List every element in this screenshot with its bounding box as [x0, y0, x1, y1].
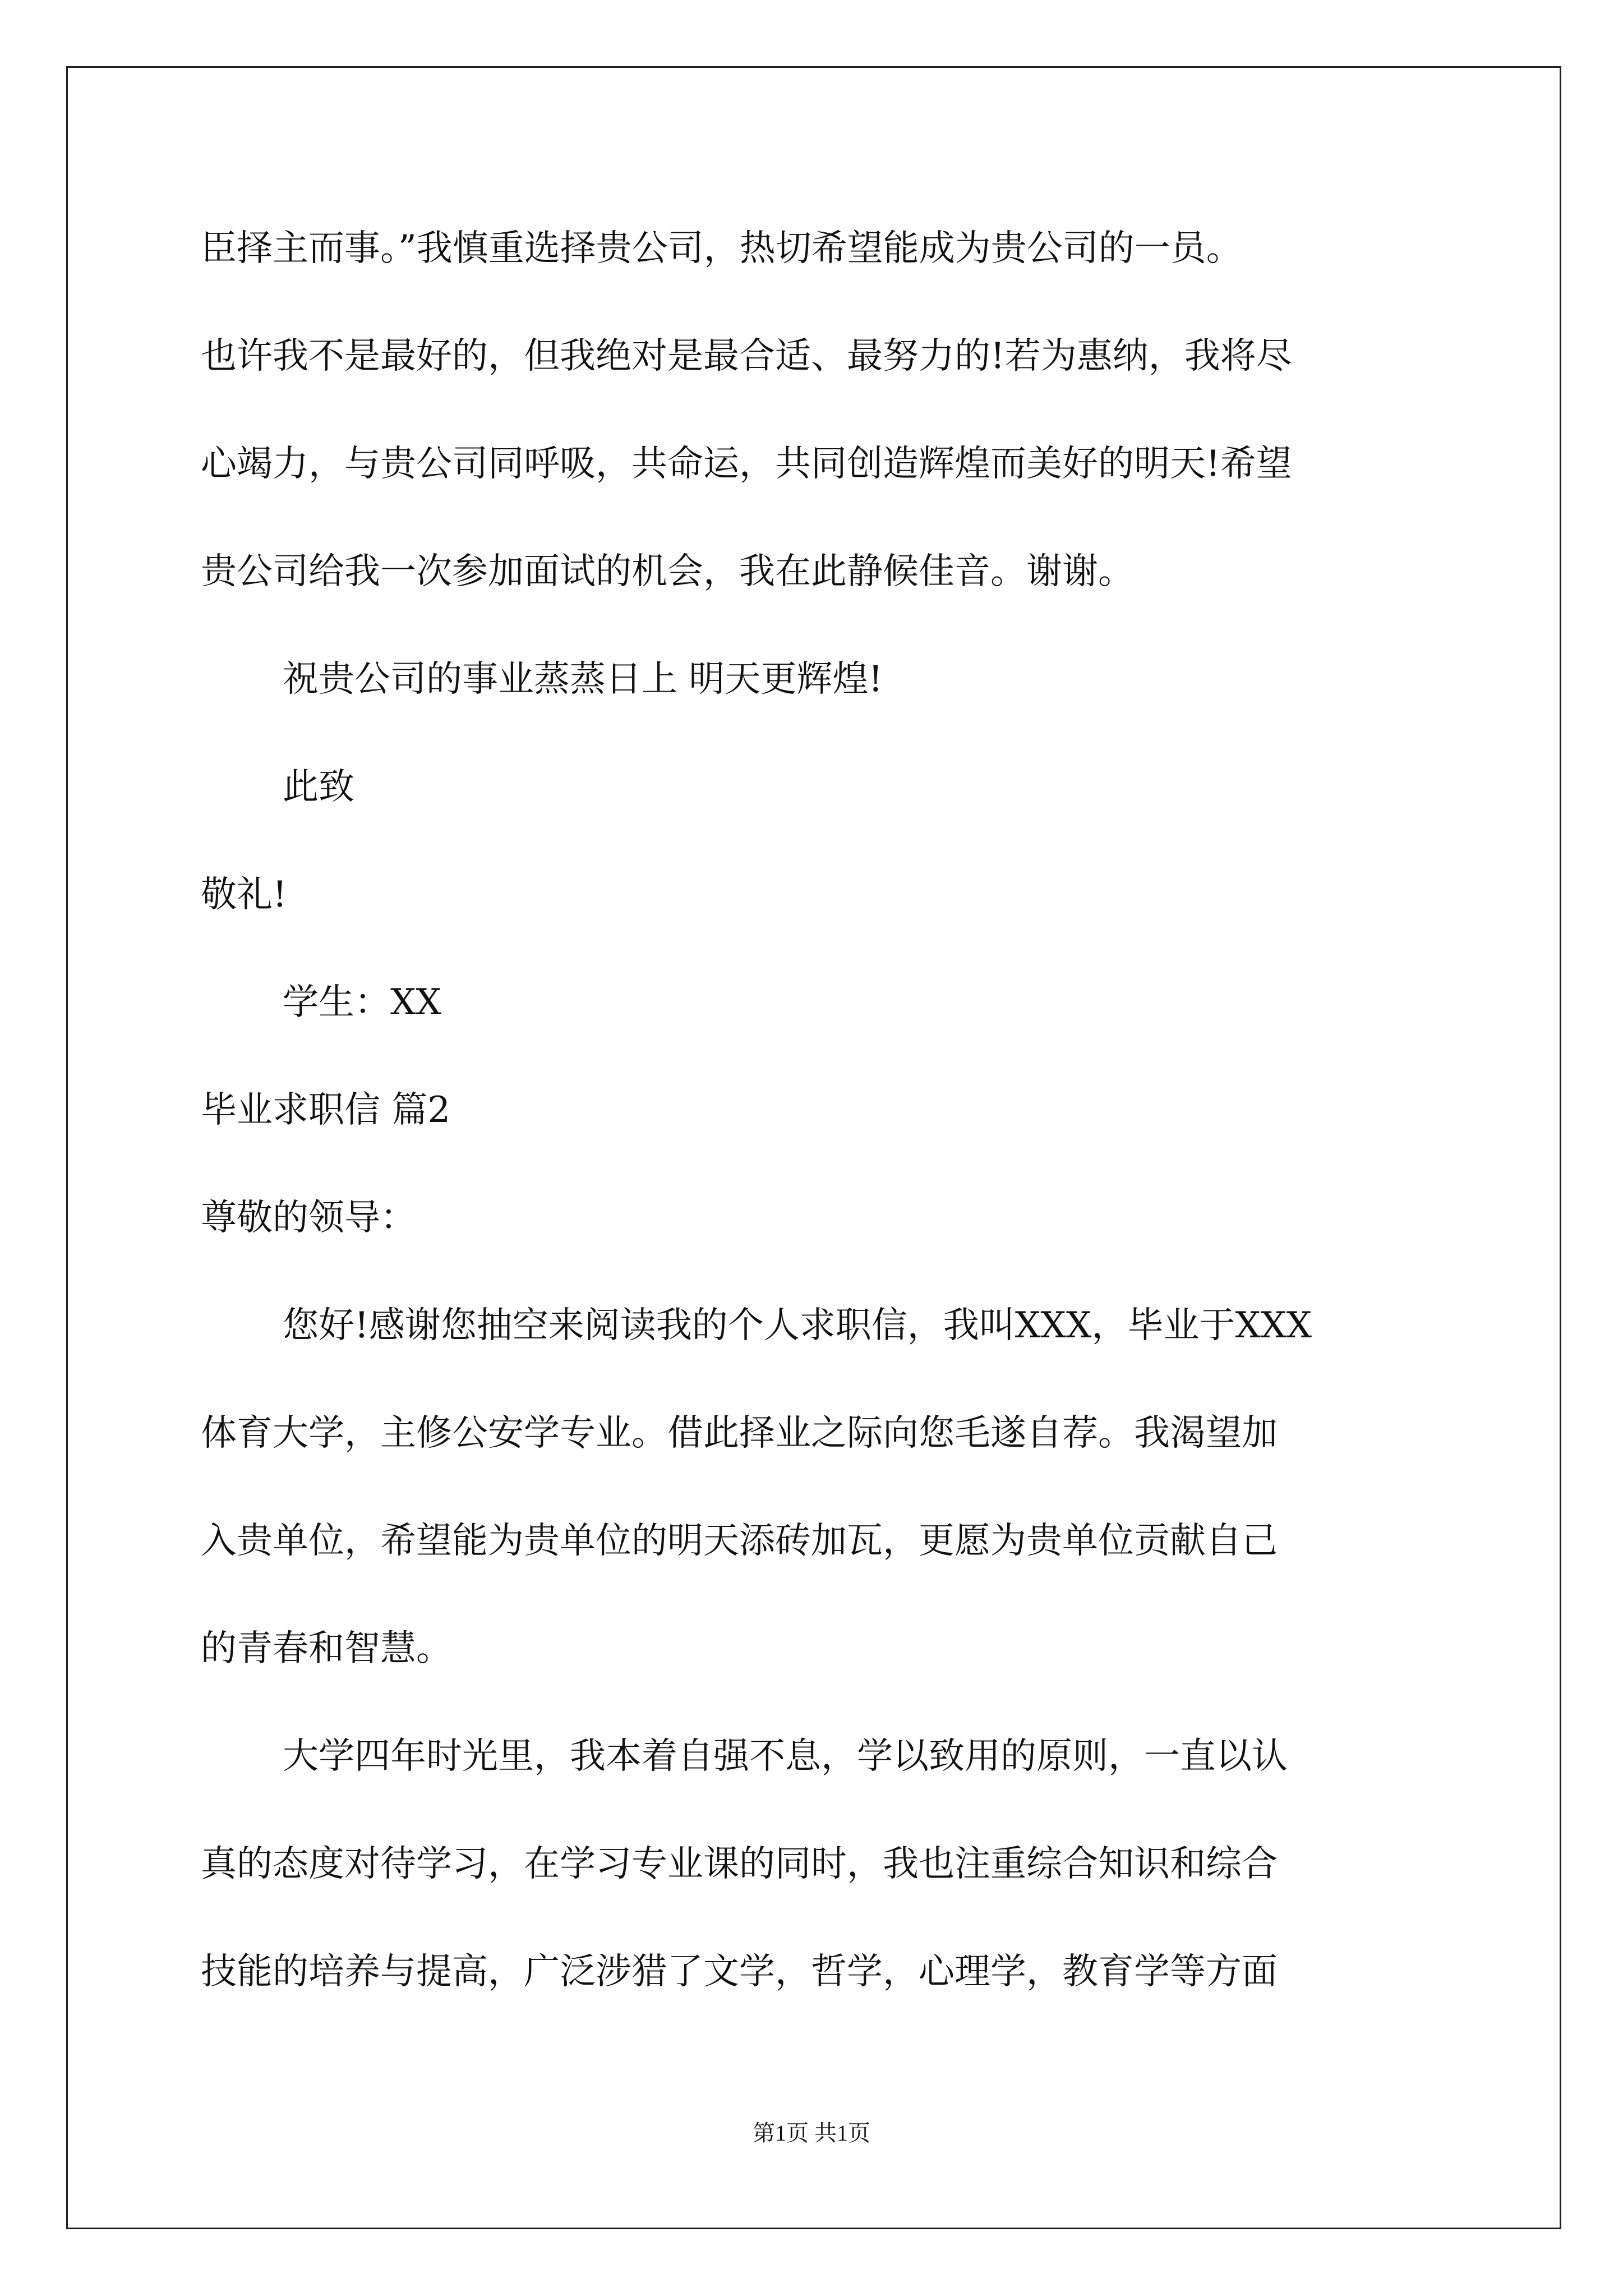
body-line: 入贵单位，希望能为贵单位的明天添砖加瓦，更愿为贵单位贡献自己 [201, 1520, 1278, 1562]
body-line: 心竭力，与贵公司同呼吸，共命运，共同创造辉煌而美好的明天!希望 [201, 443, 1292, 485]
body-line: 真的态度对待学习，在学习专业课的同时，我也注重综合知识和综合 [201, 1843, 1278, 1885]
body-line: 也许我不是最好的，但我绝对是最合适、最努力的!若为惠纳，我将尽 [201, 335, 1292, 377]
closing-ci-zhi: 此致 [283, 766, 354, 808]
signature: 学生：XX [283, 982, 442, 1023]
salutation: 尊敬的领导： [201, 1197, 416, 1239]
body-line: 您好!感谢您抽空来阅读我的个人求职信，我叫XXX，毕业于XXX [283, 1305, 1312, 1346]
body-line: 贵公司给我一次参加面试的机会，我在此静候佳音。谢谢。 [201, 551, 1134, 592]
body-line: 技能的培养与提高，广泛涉猎了文学，哲学，心理学，教育学等方面 [201, 1951, 1278, 1993]
closing-wish: 祝贵公司的事业蒸蒸日上 明天更辉煌! [283, 659, 883, 700]
closing-jing-li: 敬礼! [201, 874, 287, 915]
body-line: 臣择主而事。”我慎重选择贵公司，热切希望能成为贵公司的一员。 [201, 228, 1242, 269]
page-border [66, 66, 1561, 2229]
body-line: 大学四年时光里，我本着自强不息，学以致用的原则，一直以认 [283, 1736, 1288, 1777]
section-heading: 毕业求职信 篇2 [201, 1089, 451, 1131]
body-line: 的青春和智慧。 [201, 1628, 452, 1669]
page-number-footer: 第1页 共1页 [753, 2120, 870, 2146]
body-line: 体育大学，主修公安学专业。借此择业之际向您毛遂自荐。我渴望加 [201, 1412, 1278, 1454]
